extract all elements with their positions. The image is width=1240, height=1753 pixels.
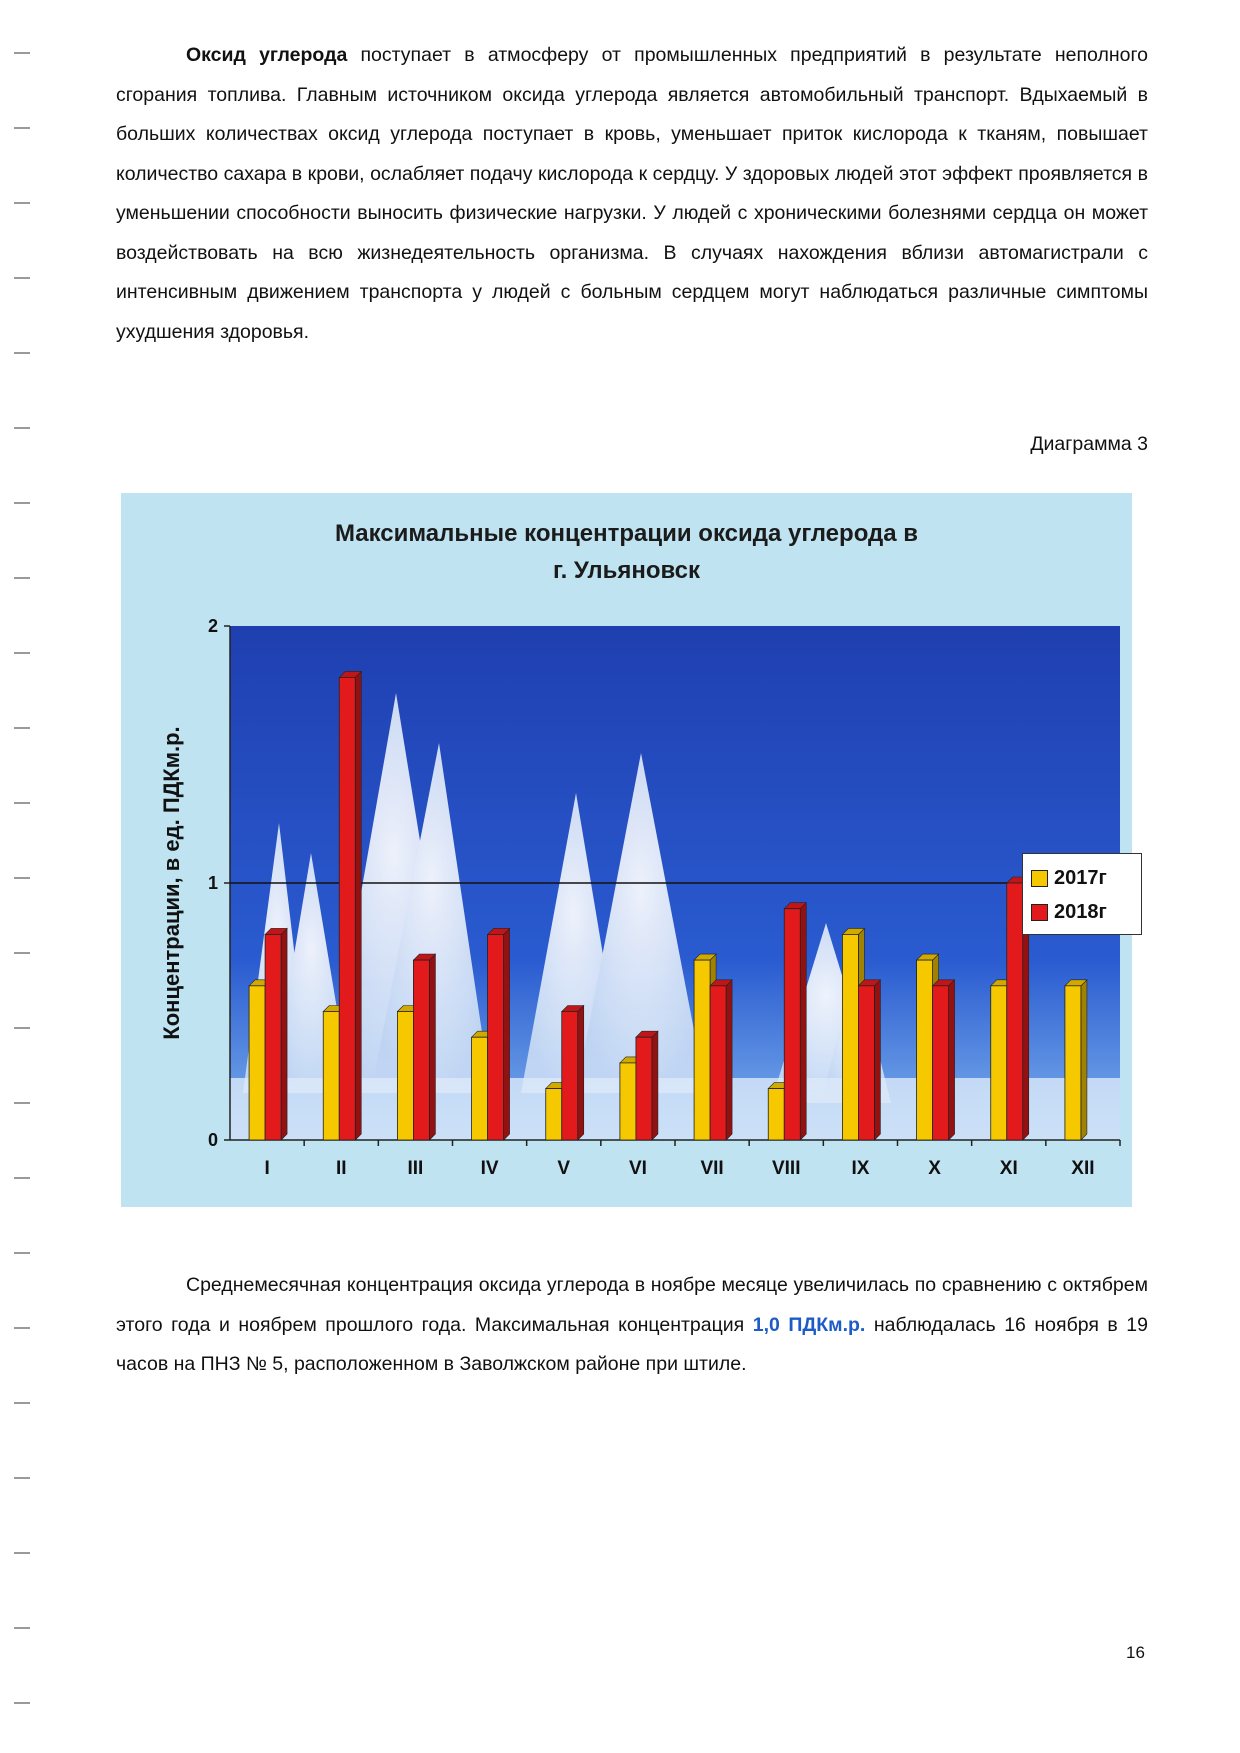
paragraph-intro	[116, 36, 1148, 352]
bar-front	[488, 934, 504, 1140]
bar-front	[620, 1063, 636, 1140]
bar-side	[281, 928, 287, 1140]
bar-front	[710, 986, 726, 1140]
bar-side	[355, 671, 361, 1140]
paragraph-summary-start: Среднемесячная концентрация оксида углерода в ноябре месяце увеличилась по сравнению с октябрем этого года и ноябрем прошлого года. Максимальная концентрация	[116, 1274, 1148, 1336]
x-tick-label: III	[407, 1158, 424, 1179]
bar-2018г-I	[265, 928, 287, 1140]
bar-front	[323, 1012, 339, 1141]
y-axis-label: Концентрации, в ед. ПДКм.р.	[159, 726, 184, 1040]
bar-side	[429, 954, 435, 1140]
legend-item-2018	[1031, 898, 1107, 926]
paragraph-summary-end: наблюдалась 16 ноября в 19 часов на ПНЗ № 5, расположенном в Заволжском районе при штиле.	[116, 1313, 1148, 1375]
bar-2018г-IX	[858, 980, 880, 1140]
bar-side	[1081, 980, 1087, 1140]
bar-side	[726, 980, 732, 1140]
x-tick-label: IX	[851, 1158, 870, 1179]
bar-2018г-III	[413, 954, 435, 1140]
y-tick-label: 0	[207, 1130, 218, 1150]
paragraph-intro-body: поступает в атмосферу от промышленных предприятий в результате неполного сгорания топлива. Главным источником оксида углерода является автомобильный транспорт. Вдыхаемый в больших количествах оксид углерода поступает в кровь, уменьшает приток кислорода к тканям, повышает количество сахара в крови, ослабляет подачу кислорода к сердцу. У здоровых людей этот эффект проявляется в уменьшении способности выносить физические нагрузки. У людей с хроническими болезнями сердца он может воздействовать на всю жизнедеятельность организма. В случаях нахождения вблизи автомагистрали с интенсивным движением транспорта у людей с больным сердцем могут наблюдаться различные симптомы ухудшения здоровья.	[116, 44, 1148, 343]
legend-swatch-2017	[1031, 870, 1048, 887]
bar-2018г-X	[933, 980, 955, 1140]
x-tick-label: VII	[700, 1158, 724, 1179]
chart-panel	[121, 493, 1132, 1207]
bar-side	[652, 1031, 658, 1140]
legend-swatch-2018	[1031, 904, 1048, 921]
x-tick-label: XI	[999, 1158, 1018, 1179]
x-tick-label: X	[928, 1158, 941, 1179]
x-tick-label: II	[335, 1158, 347, 1179]
bar-2018г-VII	[710, 980, 732, 1140]
bar-front	[842, 934, 858, 1140]
left-margin-marks	[0, 0, 40, 1753]
bar-front	[991, 986, 1007, 1140]
bar-side	[874, 980, 880, 1140]
y-ticks	[208, 616, 230, 1150]
bar-front	[917, 960, 933, 1140]
y-tick-label: 2	[207, 616, 218, 636]
bar-2017г-XII	[1065, 980, 1087, 1140]
paragraph-summary	[116, 1266, 1148, 1385]
legend-item-2017	[1031, 864, 1107, 892]
chart-canvas	[121, 493, 1132, 1207]
bar-2018г-VIII	[784, 903, 806, 1140]
bar-front	[768, 1089, 784, 1140]
x-tick-label: I	[264, 1158, 270, 1179]
bar-front	[784, 909, 800, 1140]
bar-2018г-IV	[488, 928, 510, 1140]
bar-front	[265, 934, 281, 1140]
chart-title: Максимальные концентрации оксида углерода в	[334, 520, 919, 547]
bar-side	[578, 1006, 584, 1141]
bar-front	[397, 1012, 413, 1141]
page-number: 16	[1126, 1643, 1145, 1662]
x-tick-label: IV	[480, 1158, 499, 1179]
bar-side	[504, 928, 510, 1140]
bar-front	[546, 1089, 562, 1140]
diagram-caption: Диаграмма 3	[1030, 433, 1148, 455]
bar-front	[1065, 986, 1081, 1140]
chart-subtitle: г. Ульяновск	[552, 557, 701, 584]
bar-side	[800, 903, 806, 1140]
bar-front	[694, 960, 710, 1140]
bar-front	[1007, 883, 1023, 1140]
paragraph-intro-lead: Оксид углерода	[186, 44, 348, 66]
y-tick-label: 1	[207, 873, 218, 893]
legend-label-2017: 2017г	[1054, 866, 1107, 889]
bar-side	[949, 980, 955, 1140]
x-tick-label: XII	[1071, 1158, 1095, 1179]
chart-legend	[1022, 853, 1142, 935]
bar-front	[562, 1012, 578, 1141]
bar-front	[858, 986, 874, 1140]
x-tick-label: V	[557, 1158, 571, 1179]
bar-front	[249, 986, 265, 1140]
bar-front	[933, 986, 949, 1140]
x-tick-label: VIII	[771, 1158, 801, 1179]
x-ticks	[264, 1140, 1120, 1179]
bar-2018г-V	[562, 1006, 584, 1141]
bar-front	[413, 960, 429, 1140]
bar-2018г-VI	[636, 1031, 658, 1140]
bar-2018г-II	[339, 671, 361, 1140]
bar-front	[339, 677, 355, 1140]
x-tick-label: VI	[628, 1158, 647, 1179]
bar-front	[636, 1037, 652, 1140]
max-concentration-highlight: 1,0 ПДКм.р.	[752, 1313, 866, 1336]
legend-label-2018: 2018г	[1054, 900, 1107, 923]
bar-front	[472, 1037, 488, 1140]
